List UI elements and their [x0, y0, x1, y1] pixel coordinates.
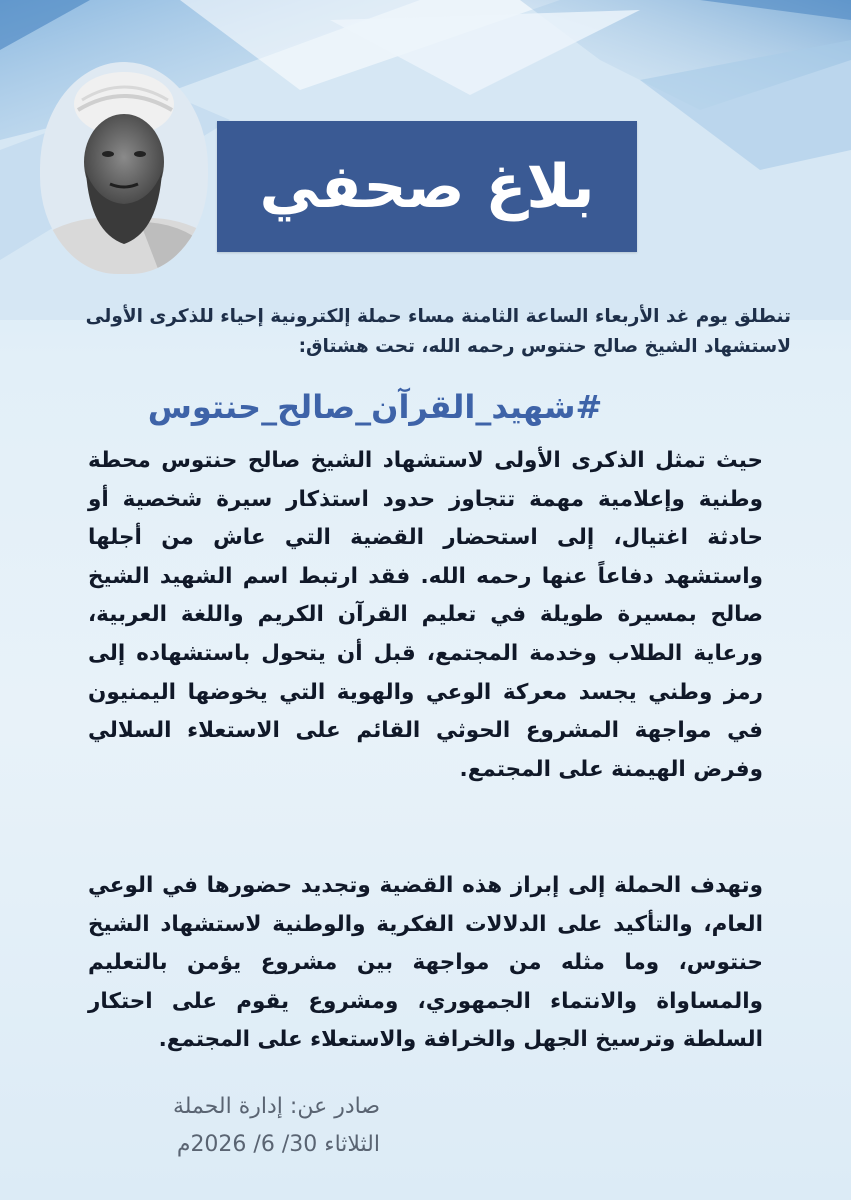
- intro-text: تنطلق يوم غد الأربعاء الساعة الثامنة مساء حملة إلكترونية إحياء للذكرى الأولى لاستشهاد الشيخ صالح حنتوس رحمه الله، تحت هشتاق:: [85, 306, 791, 357]
- hashtag: #شهيد_القرآن_صالح_حنتوس: [147, 388, 603, 426]
- portrait-icon: [40, 62, 208, 274]
- footer: [80, 1088, 380, 1164]
- paragraph-2: وتهدف الحملة إلى إبراز هذه القضية وتجديد حضورها في الوعي العام، والتأكيد على الدلالات الفكرية والوطنية لاستشهاد الشيخ حنتوس، وما مثله من مواجهة بين مشروع يؤمن بالتعليم والمساواة والانتماء الجمهوري، ومشروع يقوم على احتكار السلطة وترسيخ الجهل والخرافة والاستعلاء على المجتمع.: [88, 873, 763, 1053]
- issued-by: صادر عن: إدارة الحملة: [172, 1094, 380, 1119]
- paragraph-1: حيث تمثل الذكرى الأولى لاستشهاد الشيخ صالح حنتوس محطة وطنية وإعلامية مهمة تتجاوز حدود استذكار سيرة شخصية أو حادثة اغتيال، إلى استحضار القضية التي عاش من أجلها واستشهد دفاعاً عنها رحمه الله. فقد ارتبط اسم الشهيد الشيخ صالح بمسيرة طويلة في تعليم القرآن الكريم واللغة العربية، ورعاية الطلاب وخدمة المجتمع، قبل أن يتحول باستشهاده إلى رمز وطني يجسد معركة الوعي والهوية التي يخوضها اليمنيون في مواجهة المشروع الحوثي القائم على الاستعلاء السلالي وفرض الهيمنة على المجتمع.: [88, 448, 763, 782]
- title-banner: [217, 121, 637, 252]
- issue-date: الثلاثاء 30/ 6/ 2026م: [176, 1132, 380, 1157]
- portrait-photo: [40, 62, 208, 274]
- page-title: بلاغ صحفي: [259, 151, 595, 222]
